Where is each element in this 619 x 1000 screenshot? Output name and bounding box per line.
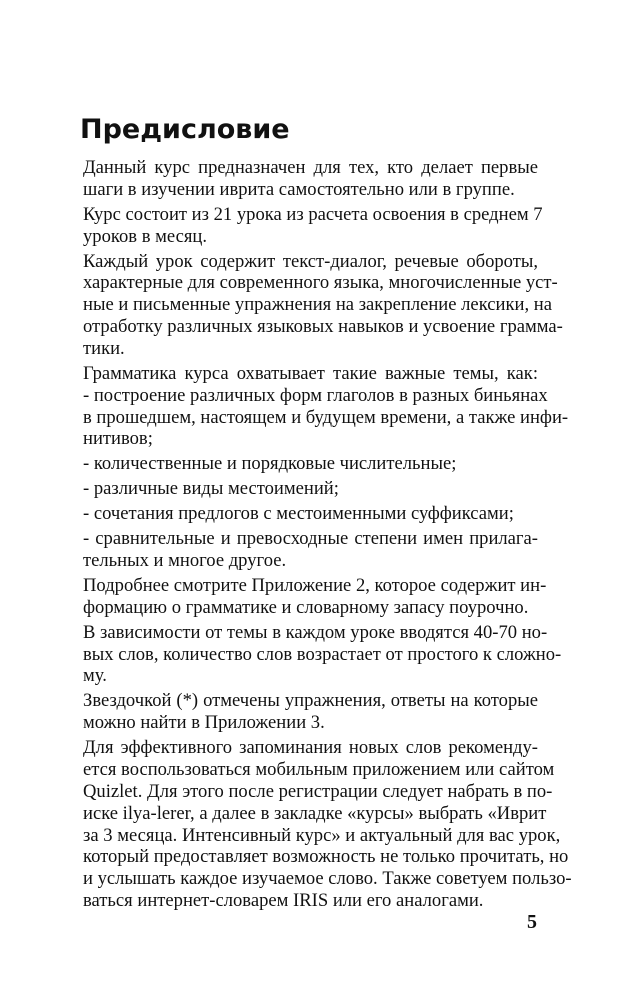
- text-line: ваться интернет-словарем IRIS или его аналогами.: [83, 890, 484, 912]
- text-line: формацию о грамматике и словарному запасу поурочно.: [83, 596, 529, 618]
- text-line: Для эффективного запоминания новых слов рекоменду-: [83, 737, 538, 759]
- paragraph: [62, 621, 562, 688]
- text-line: который предоставляет возможность не только прочитать, но: [83, 846, 569, 868]
- text-line: вых слов, количество слов возрастает от простого к сложно-: [83, 643, 562, 665]
- text-line: - построение различных форм глаголов в разных биньянах: [83, 384, 548, 406]
- paragraph: [62, 453, 538, 475]
- text-line: уроков в месяц.: [83, 225, 208, 247]
- paragraph: [62, 690, 538, 734]
- text-line: характерные для современного языка, многочисленные уст-: [83, 272, 558, 294]
- text-line: Подробнее смотрите Приложение 2, которое содержит ин-: [83, 574, 547, 596]
- paragraph: [62, 203, 543, 248]
- text-line: нитивов;: [83, 428, 153, 450]
- text-line: В зависимости от темы в каждом уроке вводятся 40-70 но-: [83, 621, 548, 643]
- text-line: - количественные и порядковые числительные;: [83, 453, 457, 475]
- text-line: и услышать каждое изучаемое слово. Также советуем пользо-: [83, 868, 572, 890]
- text-line: Данный курс предназначен для тех, кто делает первые: [83, 157, 538, 178]
- page-number: 5: [527, 911, 537, 933]
- text-line: шаги в изучении иврита самостоятельно или в группе.: [83, 178, 515, 200]
- paragraph: [62, 503, 538, 525]
- text-line: му.: [83, 665, 107, 687]
- text-line: иске ilya-lerer, а далее в закладке «курсы» выбрать «Иврит: [83, 802, 547, 824]
- text-line: Курс состоит из 21 урока из расчета освоения в среднем 7: [83, 203, 543, 225]
- paragraph: [62, 157, 538, 201]
- text-line: отработку различных языковых навыков и усвоение грамма-: [83, 316, 563, 338]
- body-text: [62, 157, 572, 915]
- paragraph: [62, 574, 547, 619]
- text-line: можно найти в Приложении 3.: [83, 712, 325, 734]
- text-line: ные и письменные упражнения на закрепление лексики, на: [83, 294, 552, 316]
- text-line: тельных и многое другое.: [83, 550, 287, 571]
- text-line: тики.: [83, 337, 125, 359]
- paragraph: [62, 478, 538, 500]
- paragraph: [62, 528, 538, 572]
- page-title: Предисловие: [80, 114, 290, 145]
- text-line: Звездочкой (*) отмечены упражнения, ответы на которые: [83, 690, 538, 712]
- text-line: - различные виды местоимений;: [83, 478, 339, 500]
- text-line: в прошедшем, настоящем и будущем времени, а также инфи-: [83, 406, 569, 428]
- text-line: Грамматика курса охватывает такие важные темы, как:: [83, 362, 538, 384]
- text-line: Quizlet. Для этого после регистрации следует набрать в по-: [83, 780, 553, 802]
- paragraph: [62, 250, 563, 360]
- text-line: за 3 месяца. Интенсивный курс» и актуальный для вас урок,: [83, 824, 561, 846]
- text-line: Каждый урок содержит текст-диалог, речевые обороты,: [83, 250, 538, 272]
- text-line: - сравнительные и превосходные степени имен прилага-: [83, 528, 538, 550]
- paragraph: [62, 362, 569, 450]
- paragraph: [62, 737, 572, 912]
- text-line: - сочетания предлогов с местоименными суффиксами;: [83, 503, 514, 525]
- text-line: ется воспользоваться мобильным приложением или сайтом: [83, 758, 555, 780]
